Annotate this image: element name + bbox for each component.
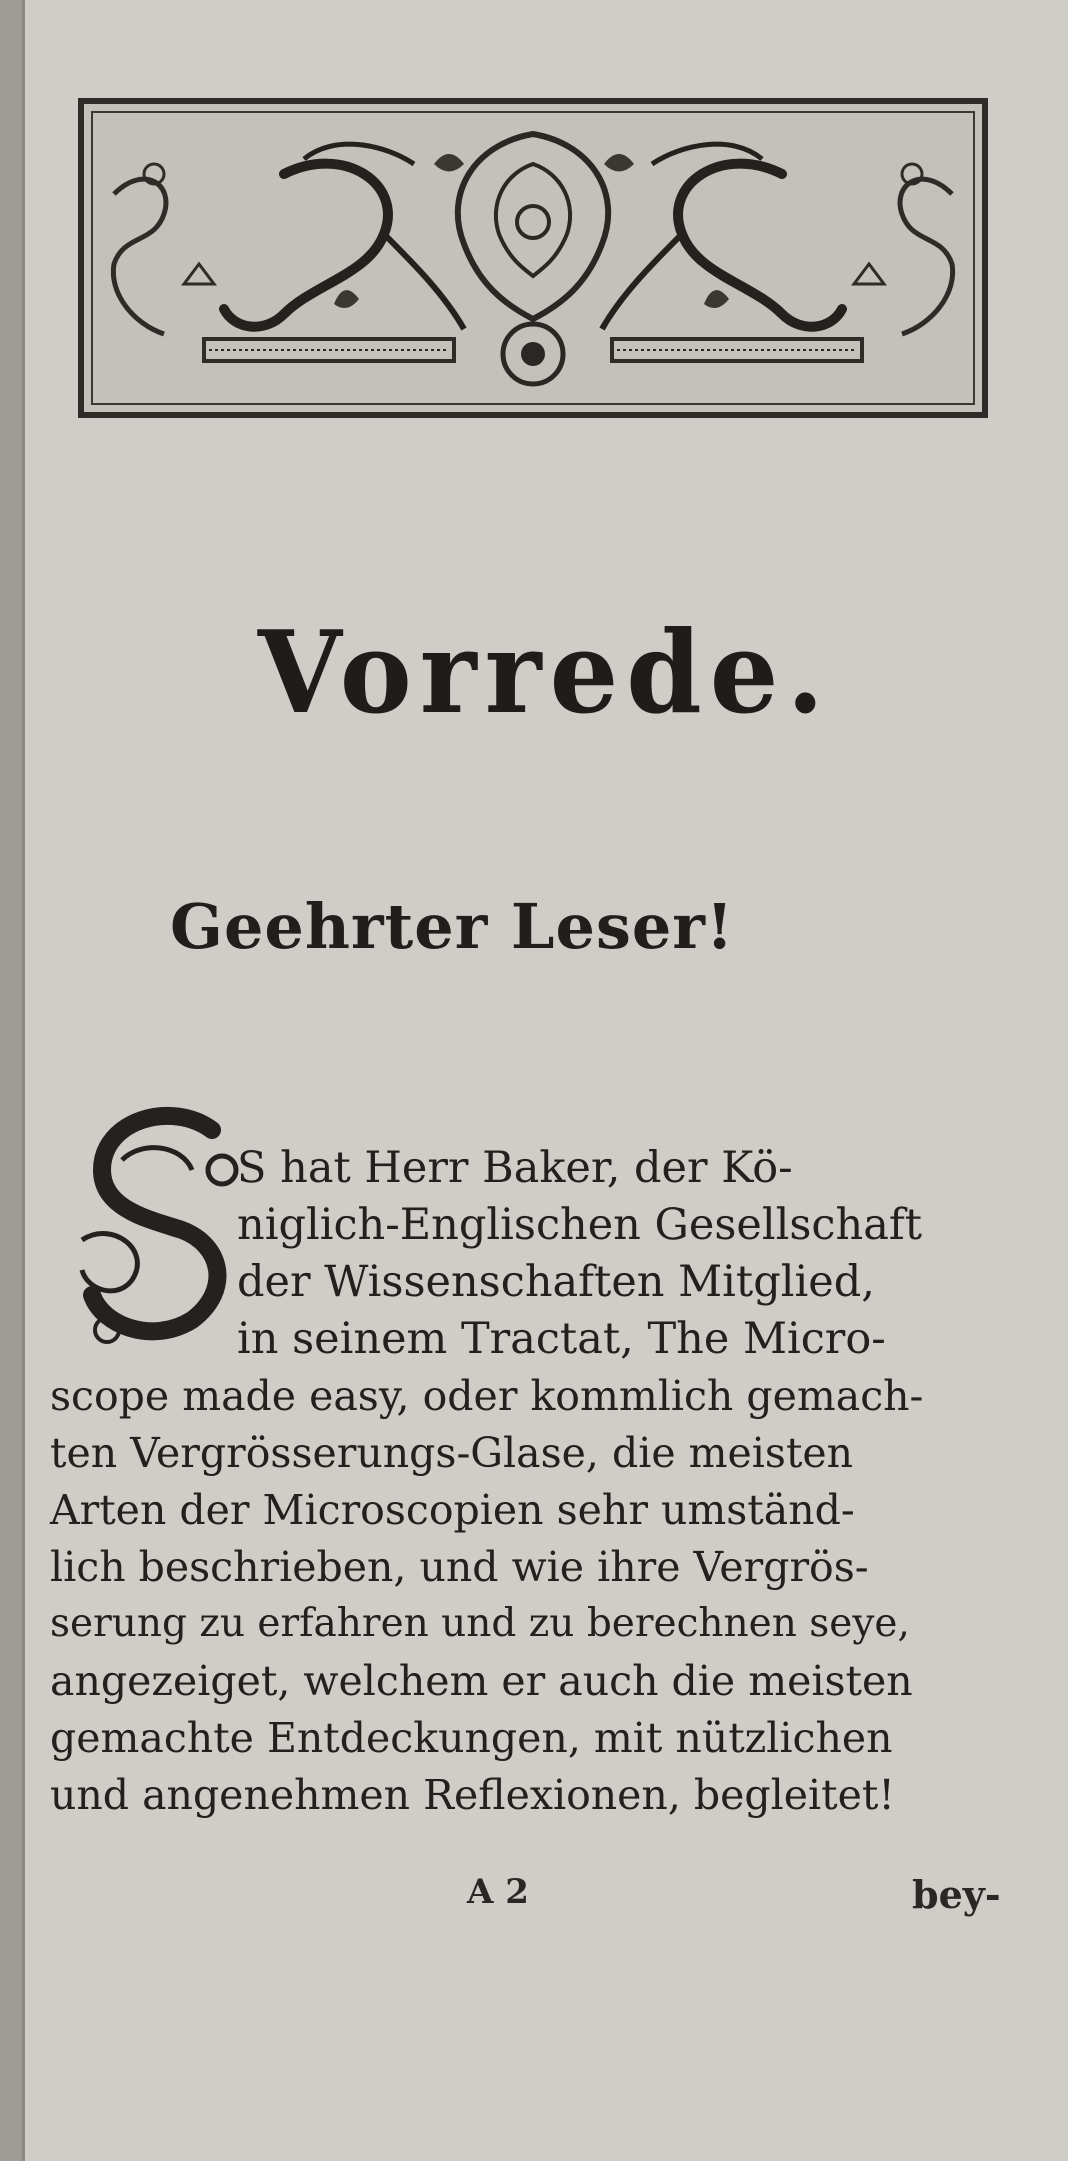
body-line-8: lich beschrieben, und wie ihre Vergrös- [50,1543,869,1591]
page-title: Vorrede. [257,606,833,740]
body-line-5: scope made easy, oder kommlich gemach- [50,1372,924,1420]
body-line-9: serung zu erfahren und zu berechnen seye, [50,1601,910,1646]
body-line-10: angezeiget, welchem er auch die meisten [50,1657,913,1705]
body-line-12: und angenehmen Reflexionen, begleitet! [50,1771,895,1819]
ornamental-dropcap [62,1100,262,1350]
body-line-4: in seinem Tractat, The Micro- [237,1314,886,1364]
floral-ornament-icon [84,104,982,412]
ornamental-headpiece [78,98,988,418]
catchword: bey- [912,1872,1001,1917]
signature-mark: A 2 [467,1872,529,1912]
body-line-7: Arten der Microscopien sehr umständ- [50,1486,855,1534]
book-page [22,0,1068,2161]
body-line-6: ten Vergrösserungs-Glase, die meisten [50,1429,854,1477]
body-line-2: niglich-Englischen Gesellschaft [237,1200,923,1250]
body-line-11: gemachte Entdeckungen, mit nützlichen [50,1714,893,1762]
page-gutter-shadow [22,0,25,2161]
body-line-3: der Wissenschaften Mitglied, [237,1257,875,1307]
salutation-heading: Geehrter Leser! [170,890,735,963]
body-line-1: S hat Herr Baker, der Kö- [237,1143,793,1193]
dropcap-letter: E [161,1260,163,1261]
